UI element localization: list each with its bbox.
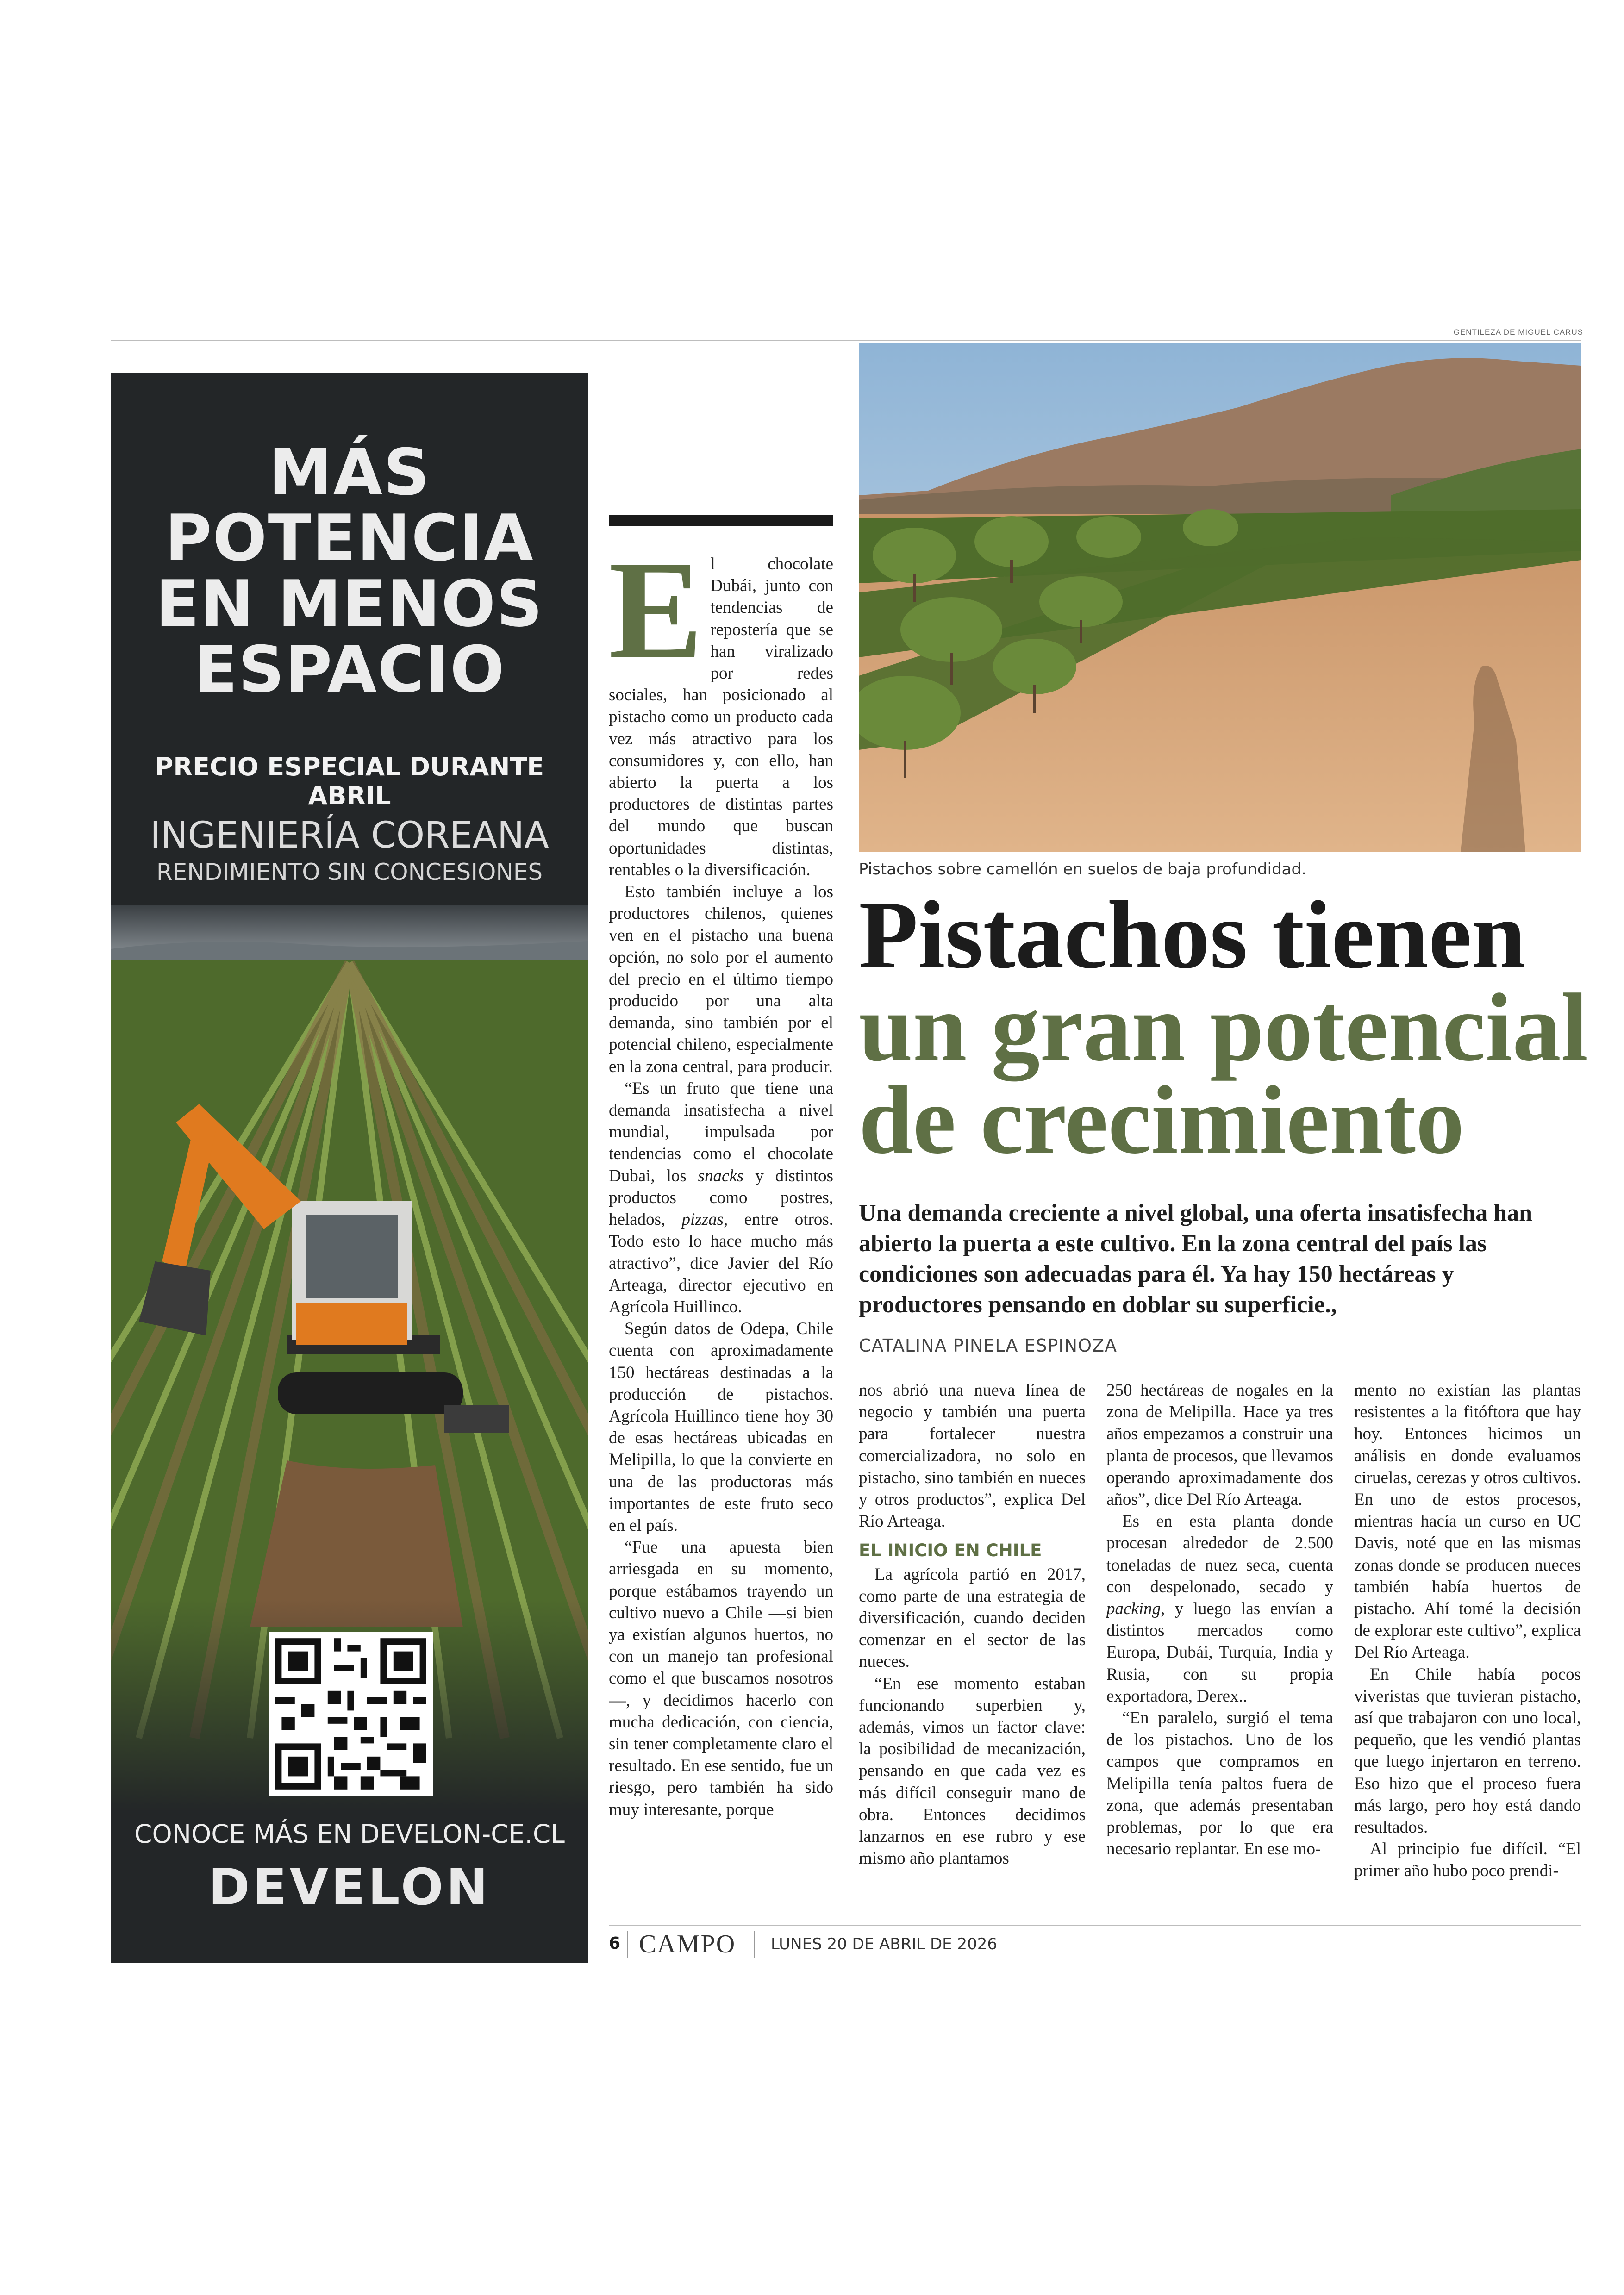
drop-cap: E bbox=[609, 553, 703, 688]
paragraph: “En paralelo, surgió el tema de los pistachos. Uno de los campos que compramos en Melipilla tenía paltos fuera de zona, que además presentaban problemas, por lo que era necesario replantar. En ese mo- bbox=[1106, 1709, 1333, 1859]
section-name: CAMPO bbox=[639, 1930, 736, 1958]
paragraph: Es en esta planta donde procesan alrededor de 2.500 toneladas de nuez seca, cuenta con despelonado, secado y packing, y luego las envían a distintos mercados como Europa, Dubái, Turquía, India y Rusia, con su propia exportadora, Derex.. bbox=[1106, 1512, 1333, 1706]
headline-line-3: de crecimiento bbox=[859, 1066, 1465, 1174]
paragraph: l chocolate Dubái, junto con tendencias de repostería que se han viralizado por redes sociales, han posicionado al pistacho como un producto cada vez más atractivo para los consumidores y, con ello, han abierto la puerta a los productores de distintas partes del mundo que buscan oportunidades distintas, rentables o la diversificación. bbox=[609, 555, 833, 879]
ad-headline-line: MÁS bbox=[269, 435, 431, 510]
paragraph: mento no existían las plantas resistentes a la fitóftora que hay hoy. Entonces hicimos un análisis en donde evaluamos ciruelas, cerezas y otros cultivos. En uno de estos procesos, mientras hacía un curso en UC Davis, noté que en las mismas zonas donde se producen nueces también había huertos de pistacho. Ahí tomé la decisión de explorar este cultivo”, explica Del Río Arteaga. bbox=[1354, 1381, 1581, 1662]
paragraph: “Es un fruto que tiene una demanda insatisfecha a nivel mundial, impulsada por tendencias como el chocolate Dubai, los snacks y distintos productos como postres, helados, pizzas, entre otros. Todo esto lo hace mucho más atractivo”, dice Javier del Río Arteaga, director ejecutivo en Agrícola Huillinco. bbox=[609, 1079, 833, 1316]
ad-website-cta[interactable]: CONOCE MÁS EN DEVELON-CE.CL bbox=[134, 1819, 565, 1849]
issue-date: LUNES 20 DE ABRIL DE 2026 bbox=[771, 1935, 997, 1953]
article-column-2 bbox=[859, 1379, 1086, 1891]
photo-caption: Pistachos sobre camellón en suelos de baja profundidad. bbox=[859, 860, 1306, 879]
article-column-1 bbox=[609, 553, 833, 1891]
develon-advertisement[interactable] bbox=[111, 373, 588, 1963]
article-top-bar bbox=[609, 515, 833, 526]
ad-headline-line: EN MENOS bbox=[156, 567, 543, 641]
paragraph: “En ese momento estaban funcionando superbien y, además, vimos un factor clave: la posibilidad de mecanización, pensando en que cada vez es más difícil conseguir mano de obra. Entonces decidimos lanzarnos en ese rubro y ese mismo año plantamos bbox=[859, 1674, 1086, 1868]
headline-line-1: Pistachos tienen bbox=[859, 881, 1526, 989]
paragraph: En Chile había pocos viveristas que tuvieran pistacho, así que trabajaron con uno local, pequeño, que les vendió plantas que luego injertaron en terreno. Eso hizo que el proceso fuera más largo, pero hoy está dando resultados. bbox=[1354, 1665, 1581, 1837]
ad-headline bbox=[111, 435, 588, 707]
photo-credit: GENTILEZA DE MIGUEL CARUS bbox=[1453, 328, 1583, 337]
pistachio-orchard-photo bbox=[859, 343, 1581, 852]
ad-headline-line: POTENCIA bbox=[165, 501, 534, 575]
page-number: 6 bbox=[609, 1934, 621, 1953]
top-rule bbox=[111, 340, 1581, 341]
paragraph: Al principio fue difícil. “El primer año hubo poco prendi- bbox=[1354, 1840, 1581, 1881]
paragraph: Esto también incluye a los productores chilenos, quienes ven en el pistacho una buena opción, no solo por el aumento del precio en el último tiempo producido por una alta demanda, sino también por el potencial chileno, especialmente en la zona central, para producir. bbox=[609, 882, 833, 1076]
paragraph: Según datos de Odepa, Chile cuenta con aproximadamente 150 hectáreas destinadas a la producción de pistachos. Agrícola Huillinco tiene hoy 30 de esas hectáreas ubicadas en Melipilla, lo que la convierte en una de las productoras más importantes de este fruto seco en el país. bbox=[609, 1319, 833, 1535]
paragraph: 250 hectáreas de nogales en la zona de Melipilla. Hace ya tres años empezamos a construir una planta de procesos, que llevamos operando aproximadamente dos años”, dice Del Río Arteaga. bbox=[1106, 1381, 1333, 1509]
ad-engineering: INGENIERÍA COREANA bbox=[150, 815, 549, 856]
byline: CATALINA PINELA ESPINOZA bbox=[859, 1335, 1118, 1356]
article-column-3 bbox=[1106, 1379, 1333, 1891]
qr-code-icon[interactable] bbox=[269, 1632, 433, 1796]
footer-separator bbox=[627, 1931, 628, 1958]
section-subhead: EL INICIO EN CHILE bbox=[859, 1540, 1042, 1561]
ad-headline-line: ESPACIO bbox=[194, 632, 506, 707]
article-column-4 bbox=[1354, 1379, 1581, 1891]
article-deck: Una demanda creciente a nivel global, una oferta insatisfecha han abierto la puerta a este cultivo. En la zona central del país las condiciones son adecuadas para él. Ya hay 150 hectáreas y productores pensando en doblar su superficie., bbox=[859, 1200, 1533, 1318]
paragraph: “Fue una apuesta bien arriesgada en su momento, porque estábamos trayendo un cultivo nuevo a Chile —si bien ya existían algunos huertos, no con un manejo tan profesional como el que buscamos nosotros—, y decidimos hacerlo con mucha dedicación, con ciencia, sin tener completamente claro el resultado. En ese sentido, fue un riesgo, pero también ha sido muy interesante, porque bbox=[609, 1538, 833, 1819]
article-headline bbox=[859, 881, 1590, 1174]
footer-rule bbox=[609, 1925, 1581, 1926]
headline-line-2: un gran potencial bbox=[859, 974, 1588, 1081]
footer-separator bbox=[754, 1931, 755, 1958]
ad-performance: RENDIMIENTO SIN CONCESIONES bbox=[156, 859, 543, 886]
ad-price-line: PRECIO ESPECIAL DURANTE ABRIL bbox=[155, 752, 544, 811]
paragraph: nos abrió una nueva línea de negocio y también una puerta para fortalecer nuestra comercializadora, no solo en pistacho, sino también en nueces y otros productos”, explica Del Río Arteaga. bbox=[859, 1381, 1086, 1531]
develon-logo: DEVELON bbox=[208, 1858, 491, 1916]
paragraph: La agrícola partió en 2017, como parte de una estrategia de diversificación, cuando deciden comenzar en el sector de las nueces. bbox=[859, 1565, 1086, 1671]
